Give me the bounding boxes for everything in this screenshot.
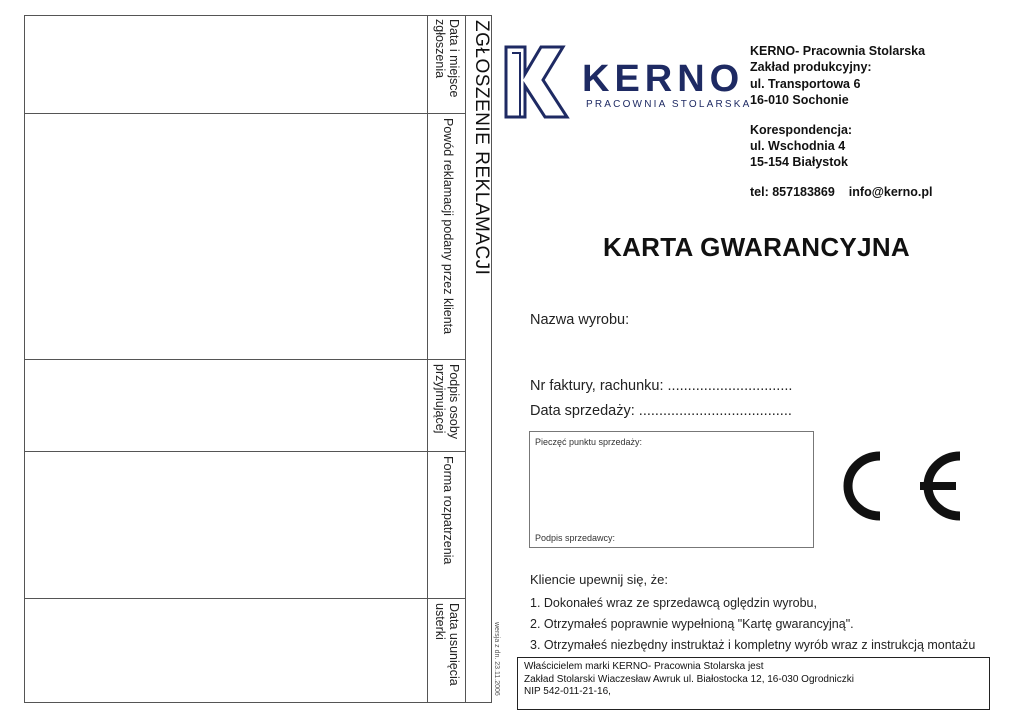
owner-line: Zakład Stolarski Wiaczesław Awruk ul. Białostocka 12, 16-030 Ogrodniczki	[524, 673, 854, 685]
customer-check-item: 1. Dokonałeś wraz ze sprzedawcą oględzin wyrobu,	[530, 596, 817, 610]
complaint-form-table	[24, 15, 466, 703]
form-label-cell	[428, 16, 465, 114]
form-label-cell	[428, 599, 465, 702]
version-note: wersja z dn. 23.11.2006	[493, 622, 500, 696]
contact-line	[750, 184, 947, 200]
customer-check-item: 3. Otrzymałeś niezbędny instruktaż i kompletny wyrób wraz z instrukcją montażu	[530, 638, 976, 652]
ce-mark-icon	[828, 448, 964, 524]
email-address[interactable]: info@kerno.pl	[848, 184, 933, 199]
form-label-cell	[428, 114, 465, 360]
form-row-signature	[25, 360, 465, 452]
production-city: 16-010 Sochonie	[750, 93, 849, 108]
correspondence-label: Korespondencja:	[750, 122, 853, 137]
form-row-date-place	[25, 16, 465, 114]
complaint-form-title: ZGŁOSZENIE REKLAMACJI	[471, 20, 492, 276]
form-label-signature: Podpis osoby przyjmującej	[433, 364, 461, 440]
form-label-cell	[428, 452, 465, 599]
warranty-card-title: KARTA GWARANCYJNA	[603, 232, 910, 262]
form-label-cell	[428, 360, 465, 452]
owner-nip: NIP 542-011-21-16,	[524, 686, 611, 697]
correspondence-city: 15-154 Białystok	[750, 155, 848, 170]
customer-check-item: 2. Otrzymałeś poprawnie wypełnioną "Kartę gwarancyjną".	[530, 617, 854, 631]
form-label-resolution: Forma rozpatrzenia	[441, 456, 455, 565]
brand-owner-box	[517, 657, 990, 710]
production-street: ul. Transportowa 6	[750, 76, 861, 91]
form-label-fix-date: Data usunięcia usterki	[433, 603, 461, 686]
customer-check-heading: Kliencie upewnij się, że:	[530, 572, 669, 587]
form-row-fix-date	[25, 599, 465, 702]
logo-tagline: PRACOWNIA STOLARSKA	[586, 99, 752, 110]
form-row-resolution	[25, 452, 465, 599]
stamp-label: Pieczęć punktu sprzedaży:	[535, 437, 643, 447]
form-label-reason: Powód reklamacji podany przez klienta	[441, 118, 455, 335]
seller-signature-label: Podpis sprzedawcy:	[535, 533, 616, 543]
form-row-reason	[25, 114, 465, 360]
sale-date-field: Data sprzedaży: ......................................	[530, 403, 792, 419]
phone-number: tel: 857183869	[750, 184, 835, 199]
invoice-number-field: Nr faktury, rachunku: ...............................	[530, 378, 793, 394]
company-name: KERNO- Pracownia Stolarska	[750, 44, 926, 58]
form-label-date-place: Data i miejsce zgłoszenia	[433, 19, 461, 98]
logo-wordmark: KERNO	[582, 58, 745, 100]
owner-line: Właścicielem marki KERNO- Pracownia Stolarska jest	[524, 661, 764, 672]
product-name-field: Nazwa wyrobu:	[530, 312, 630, 328]
company-details	[750, 43, 947, 200]
production-label: Zakład produkcyjny:	[750, 60, 872, 75]
correspondence-street: ul. Wschodnia 4	[750, 139, 846, 154]
sales-stamp-box	[529, 431, 814, 548]
